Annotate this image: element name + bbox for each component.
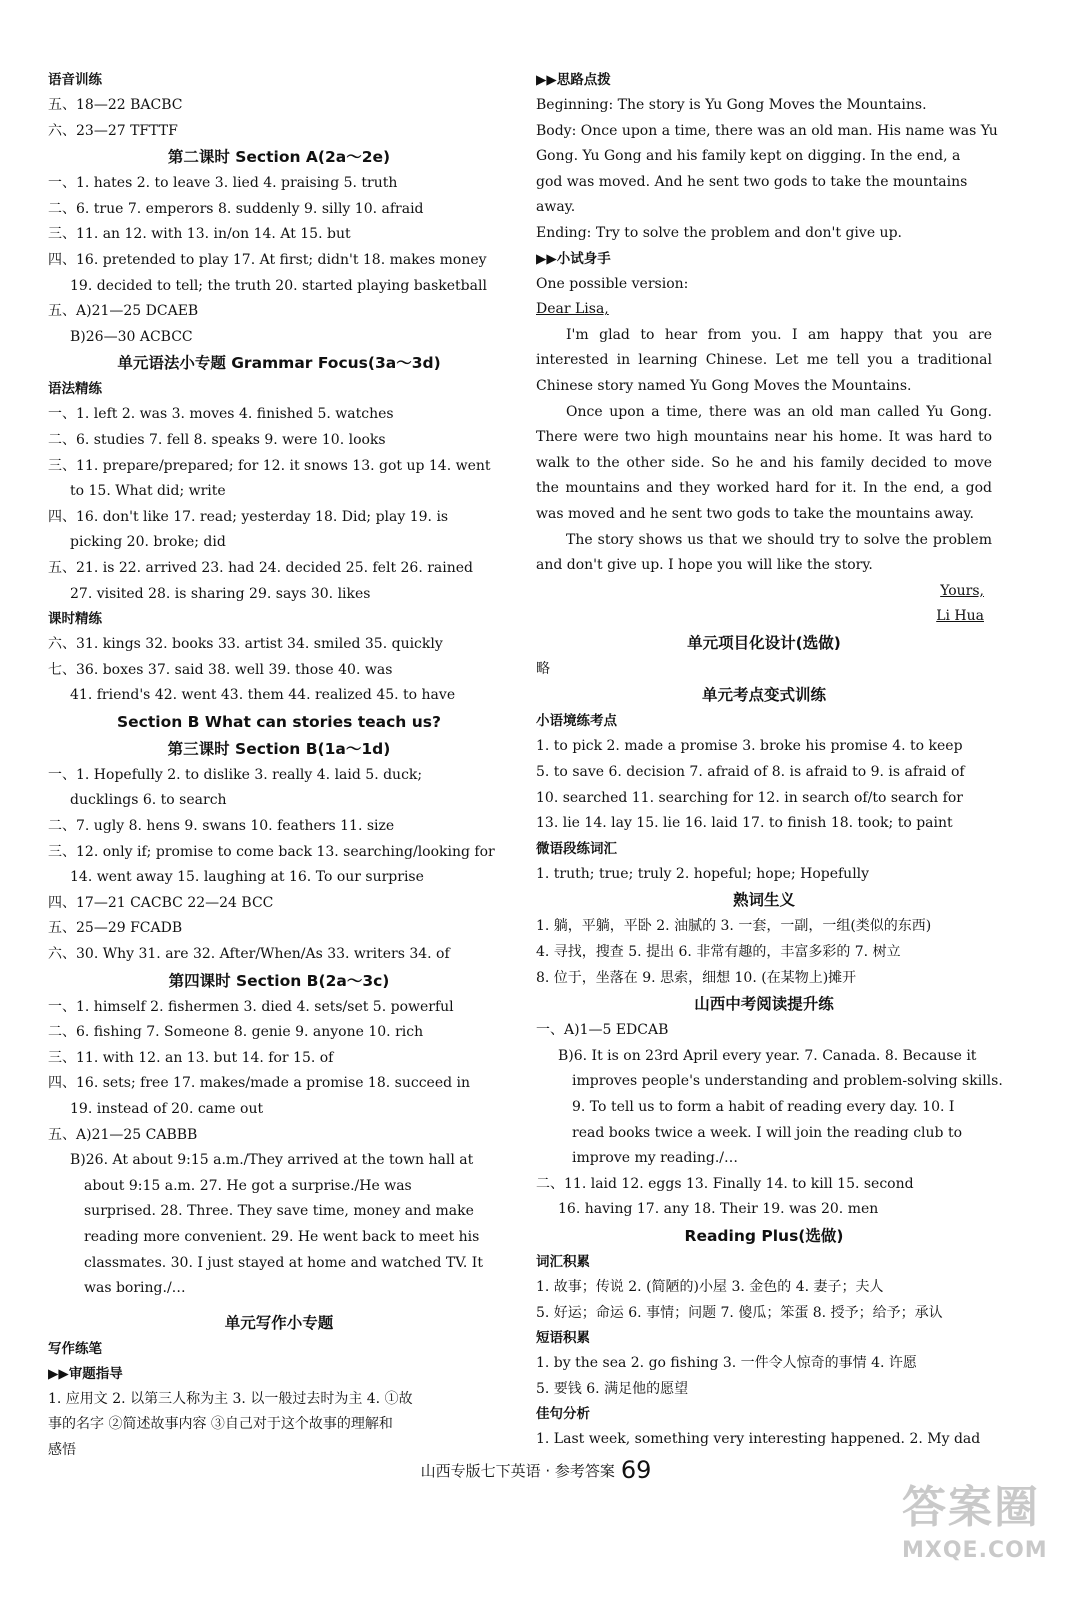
letter-paragraph: I'm glad to hear from you. I am happy that you are interested in learning Chinese. Let me tell you a traditional Chinese story named Yu Gong Moves the Mountains. [536,326,992,394]
answer-line: 14. went away 15. laughing at 16. To our surprise [70,869,424,886]
answer-line: 二、11. laid 12. eggs 13. Finally 14. to kill 15. second [536,1175,914,1192]
answer-line: 三、11. with 12. an 13. but 14. for 15. of [48,1049,334,1066]
letter-closing [536,579,992,605]
right-column [536,68,1003,1453]
answer-line: 五、21. is 22. arrived 23. had 24. decided 25. felt 26. rained [48,559,474,576]
answer-line: improve my reading./… [572,1150,739,1167]
closing-text: Yours, [940,582,984,599]
answer-line: B)26. At about 9:15 a.m./They arrived at the town hall at [70,1152,474,1169]
answer-line: 三、12. only if; promise to come back 13. searching/looking for [48,843,495,860]
answer-line: 一、1. hates 2. to leave 3. lied 4. praising 5. truth [48,175,398,192]
answer-line: 9. To tell us to form a habit of reading every day. 10. I [572,1099,955,1115]
answer-line: 一、1. Hopefully 2. to dislike 3. really 4. laid 5. duck; [48,766,423,783]
answer-line: 三、11. prepare/prepared; for 12. it snows 13. got up 14. went [48,457,491,474]
left-column [48,68,510,1464]
page-number: 69 [620,1456,652,1484]
section-heading: 单元语法小专题 Grammar Focus(3a～3d) [117,354,441,373]
answer-line: 16. having 17. any 18. Their 19. was 20. men [558,1201,879,1218]
answer-line: Body: Once upon a time, there was an old man. His name was Yu [536,122,998,139]
answer-line: 5. to save 6. decision 7. afraid of 8. is afraid to 9. is afraid of [536,764,965,781]
answer-line: 5. 好运；命运 6. 事情；问题 7. 傻瓜；笨蛋 8. 授予；给予；承认 [536,1304,943,1321]
answer-line: 四、16. sets; free 17. makes/made a promise 18. succeed in [48,1075,471,1092]
spacer [48,1302,510,1310]
answer-line: 4. 寻找，搜查 5. 提出 6. 非常有趣的，丰富多彩的 7. 树立 [536,944,901,961]
answer-line: B)6. It is on 23rd April every year. 7. Canada. 8. Because it [558,1047,977,1064]
answer-line: 19. instead of 20. came out [70,1101,264,1117]
subsection-label: ▶▶审题指导 [48,1365,123,1382]
subsection-label: ▶▶思路点拨 [536,72,611,88]
subsection-label: 写作练笔 [48,1340,102,1357]
answer-line: 二、6. fishing 7. Someone 8. genie 9. anyone 10. rich [48,1024,424,1041]
answer-line: 事的名字 ②简述故事内容 ③自己对于这个故事的理解和 [48,1416,393,1433]
answer-line: 三、11. an 12. with 13. in/on 14. At 15. but [48,226,351,243]
subsection-label: 微语段练词汇 [536,840,617,857]
answer-line: 1. 故事；传说 2. (简陋的)小屋 3. 金色的 4. 妻子；夫人 [536,1278,884,1295]
subsection-label: 课时精练 [48,611,102,628]
answer-line: 二、7. ugly 8. hens 9. swans 10. feathers 11. size [48,818,395,835]
answer-line: 五、18—22 BACBC [48,97,183,113]
section-heading: Section B What can stories teach us? [117,712,441,731]
answer-line: 一、1. himself 2. fishermen 3. died 4. sets/set 5. powerful [48,998,454,1015]
answer-line: 1. truth; true; truly 2. hopeful; hope; Hopefully [536,865,870,882]
answer-line: 19. decided to tell; the truth 20. started playing basketball [70,277,487,294]
answer-line: was boring./… [84,1280,186,1297]
closing-text: Li Hua [936,608,984,625]
subsection-label: 语音训练 [48,72,102,88]
answer-line: god was moved. And he sent two gods to take the mountains [536,173,968,190]
answer-line: 五、25—29 FCADB [48,920,183,937]
answer-line: 1. by the sea 2. go fishing 3. 一件令人惊奇的事情 4. 许愿 [536,1355,917,1372]
subsection-label: 语法精练 [48,381,102,398]
subsection-label: ▶▶小试身手 [536,250,611,267]
subsection-label: 小语境练考点 [536,713,617,730]
answer-line: 8. 位于，坐落在 9. 思索，细想 10. (在某物上)摊开 [536,969,857,986]
answer-line: 二、6. true 7. emperors 8. suddenly 9. silly 10. afraid [48,200,424,217]
answer-line: 1. 应用文 2. 以第三人称为主 3. 以一般过去时为主 4. ①故 [48,1390,413,1407]
section-heading: 熟词生义 [732,891,795,910]
answer-line: 四、16. don't like 17. read; yesterday 18. Did; play 19. is [48,508,449,525]
letter-closing [536,604,992,630]
answer-line: One possible version: [536,275,689,292]
answer-line: 1. to pick 2. made a promise 3. broke his promise 4. to keep [536,738,963,755]
watermark-logo [902,1478,1052,1588]
answer-line: surprised. 28. Three. They save time, money and make [84,1203,474,1220]
answer-line: 41. friend's 42. went 43. them 44. realized 45. to have [70,687,456,704]
answer-line: Gong. Yu Gong and his family kept on digging. In the end, a [536,148,961,165]
answer-line: 六、23—27 TFTTF [48,122,178,139]
section-heading: 第二课时 Section A(2a～2e) [167,148,391,167]
answer-line: 1. Last week, something very interesting happened. 2. My dad [536,1431,981,1448]
answer-line: B)26—30 ACBCC [70,328,193,345]
footer-label: 山西专版七下英语 · 参考答案 [420,1462,615,1480]
answer-line: 略 [536,660,550,677]
answer-line: 感悟 [48,1441,76,1458]
answer-line: 五、A)21—25 DCAEB [48,303,199,320]
answer-line: 四、17—21 CACBC 22—24 BCC [48,894,274,911]
answer-line: 一、1. left 2. was 3. moves 4. finished 5. watches [48,406,394,423]
answer-line: 27. visited 28. is sharing 29. says 30. likes [70,585,371,602]
section-heading: Reading Plus(选做) [684,1226,844,1245]
letter-greeting: Dear Lisa, [536,301,609,318]
answer-line: 四、16. pretended to play 17. At first; didn't 18. makes money [48,251,487,268]
answer-line: 六、31. kings 32. books 33. artist 34. smiled 35. quickly [48,636,443,653]
answer-line: Beginning: The story is Yu Gong Moves the Mountains. [536,97,927,113]
answer-line: picking 20. broke; did [70,534,226,551]
answer-line: read books twice a week. I will join the reading club to [572,1124,963,1141]
answer-line: about 9:15 a.m. 27. He got a surprise./He was [84,1177,412,1194]
answer-line: 1. 躺，平躺，平卧 2. 油腻的 3. 一套，一副，一组(类似的东西) [536,918,932,935]
answer-line: ducklings 6. to search [70,792,227,809]
answer-line: improves people's understanding and problem-solving skills. [572,1073,1003,1090]
section-heading: 单元项目化设计(选做) [687,633,841,652]
letter-paragraph: The story shows us that we should try to solve the problem and don't give up. I hope you will like the story. [536,531,992,574]
answer-line: away. [536,199,576,216]
section-heading: 第四课时 Section B(2a～3c) [168,971,390,990]
subsection-label: 词汇积累 [536,1253,590,1270]
watermark-url: MXQE.COM [902,1538,1048,1563]
answer-line: 10. searched 11. searching for 12. in search of/to search for [536,789,963,806]
section-heading: 第三课时 Section B(1a～1d) [167,739,391,758]
answer-line: 二、6. studies 7. fell 8. speaks 9. were 10. looks [48,431,386,448]
section-heading: 单元考点变式训练 [701,686,826,705]
watermark-title: 答案圈 [902,1482,1040,1533]
answer-line: Ending: Try to solve the problem and don't give up. [536,224,902,241]
answer-line: 一、A)1—5 EDCAB [536,1022,669,1039]
section-heading: 山西中考阅读提升练 [694,995,834,1014]
subsection-label: 佳句分析 [536,1406,590,1423]
answer-line: 六、30. Why 31. are 32. After/When/As 33. writers 34. of [48,946,450,963]
subsection-label: 短语积累 [536,1330,590,1347]
answer-line: reading more convenient. 29. He went back to meet his [84,1228,480,1245]
answer-line: classmates. 30. I just stayed at home and watched TV. It [84,1254,483,1271]
answer-line: 七、36. boxes 37. said 38. well 39. those 40. was [48,661,393,678]
answer-line: 5. 要钱 6. 满足他的愿望 [536,1380,689,1397]
letter-paragraph: Once upon a time, there was an old man called Yu Gong. There were two high mountains near his home. It was hard to walk to the other side. So he and his family decided to move the mountains and they worked hard for it. In the end, a god was moved and he sent two gods to take the mountains away. [536,403,992,522]
answer-line: to 15. What did; write [70,483,226,500]
section-heading: 单元写作小专题 [224,1313,334,1332]
answer-line: 五、A)21—25 CABBB [48,1126,198,1143]
answer-line: 13. lie 14. lay 15. lie 16. laid 17. to finish 18. took; to paint [536,815,953,832]
